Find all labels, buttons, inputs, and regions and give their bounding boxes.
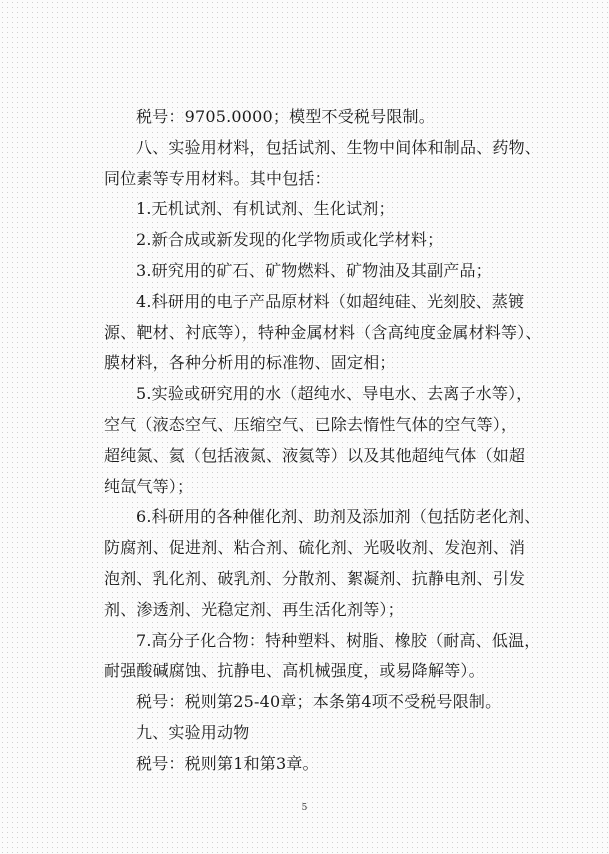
- item-5: 5.实验或研究用的水（超纯水、导电水、去离子水等），: [136, 384, 533, 404]
- document-body: [104, 102, 542, 780]
- section-8-heading: 八、实验用材料，包括试剂、生物中间体和制品、药物、: [136, 137, 542, 157]
- item-6-cont-3: 剂、渗透剂、光稳定剂、再生活化剂等）；: [104, 599, 404, 619]
- item-6-cont-2: 泡剂、乳化剂、破乳剂、分散剂、絮凝剂、抗静电剂、引发: [104, 568, 526, 588]
- item-4: 4.科研用的电子产品原材料（如超纯硅、光刻胶、蒸镀: [136, 291, 525, 311]
- item-7: 7.高分子化合物：特种塑料、树脂、橡胶（耐高、低温，: [136, 630, 541, 650]
- tariff-line-animals: 税号：税则第1和第3章。: [136, 753, 319, 773]
- item-4-cont-1: 源、靶材、衬底等），特种金属材料（含高纯度金属材料等）、: [104, 322, 542, 342]
- item-6-cont-1: 防腐剂、促进剂、粘合剂、硫化剂、光吸收剂、发泡剂、消: [104, 538, 526, 558]
- item-5-cont-3: 纯氙气等）；: [104, 476, 194, 496]
- item-7-cont: 耐强酸碱腐蚀、抗静电、高机械强度，或易降解等）。: [104, 661, 485, 681]
- page-number: 5: [301, 803, 308, 813]
- item-5-cont-1: 空气（液态空气、压缩空气、已除去惰性气体的空气等），: [104, 414, 518, 434]
- tariff-line-models: 税号：9705.0000；模型不受税号限制。: [136, 107, 435, 126]
- item-1: 1.无机试剂、有机试剂、生化试剂；: [136, 199, 395, 219]
- item-5-cont-2: 超纯氮、氦（包括液氮、液氦等）以及其他超纯气体（如超: [104, 445, 526, 465]
- item-6: 6.科研用的各种催化剂、助剂及添加剂（包括防老化剂、: [136, 507, 541, 527]
- item-4-cont-2: 膜材料，各种分析用的标准物、固定相；: [104, 353, 396, 373]
- section-9-heading: 九、实验用动物: [136, 722, 250, 742]
- tariff-line-materials: 税号：税则第25-40章；本条第4项不受税号限制。: [136, 692, 502, 712]
- item-2: 2.新合成或新发现的化学物质或化学材料；: [136, 230, 444, 250]
- item-3: 3.研究用的矿石、矿物燃料、矿物油及其副产品；: [136, 260, 492, 280]
- section-8-heading-cont: 同位素等专用材料。其中包括：: [104, 168, 331, 188]
